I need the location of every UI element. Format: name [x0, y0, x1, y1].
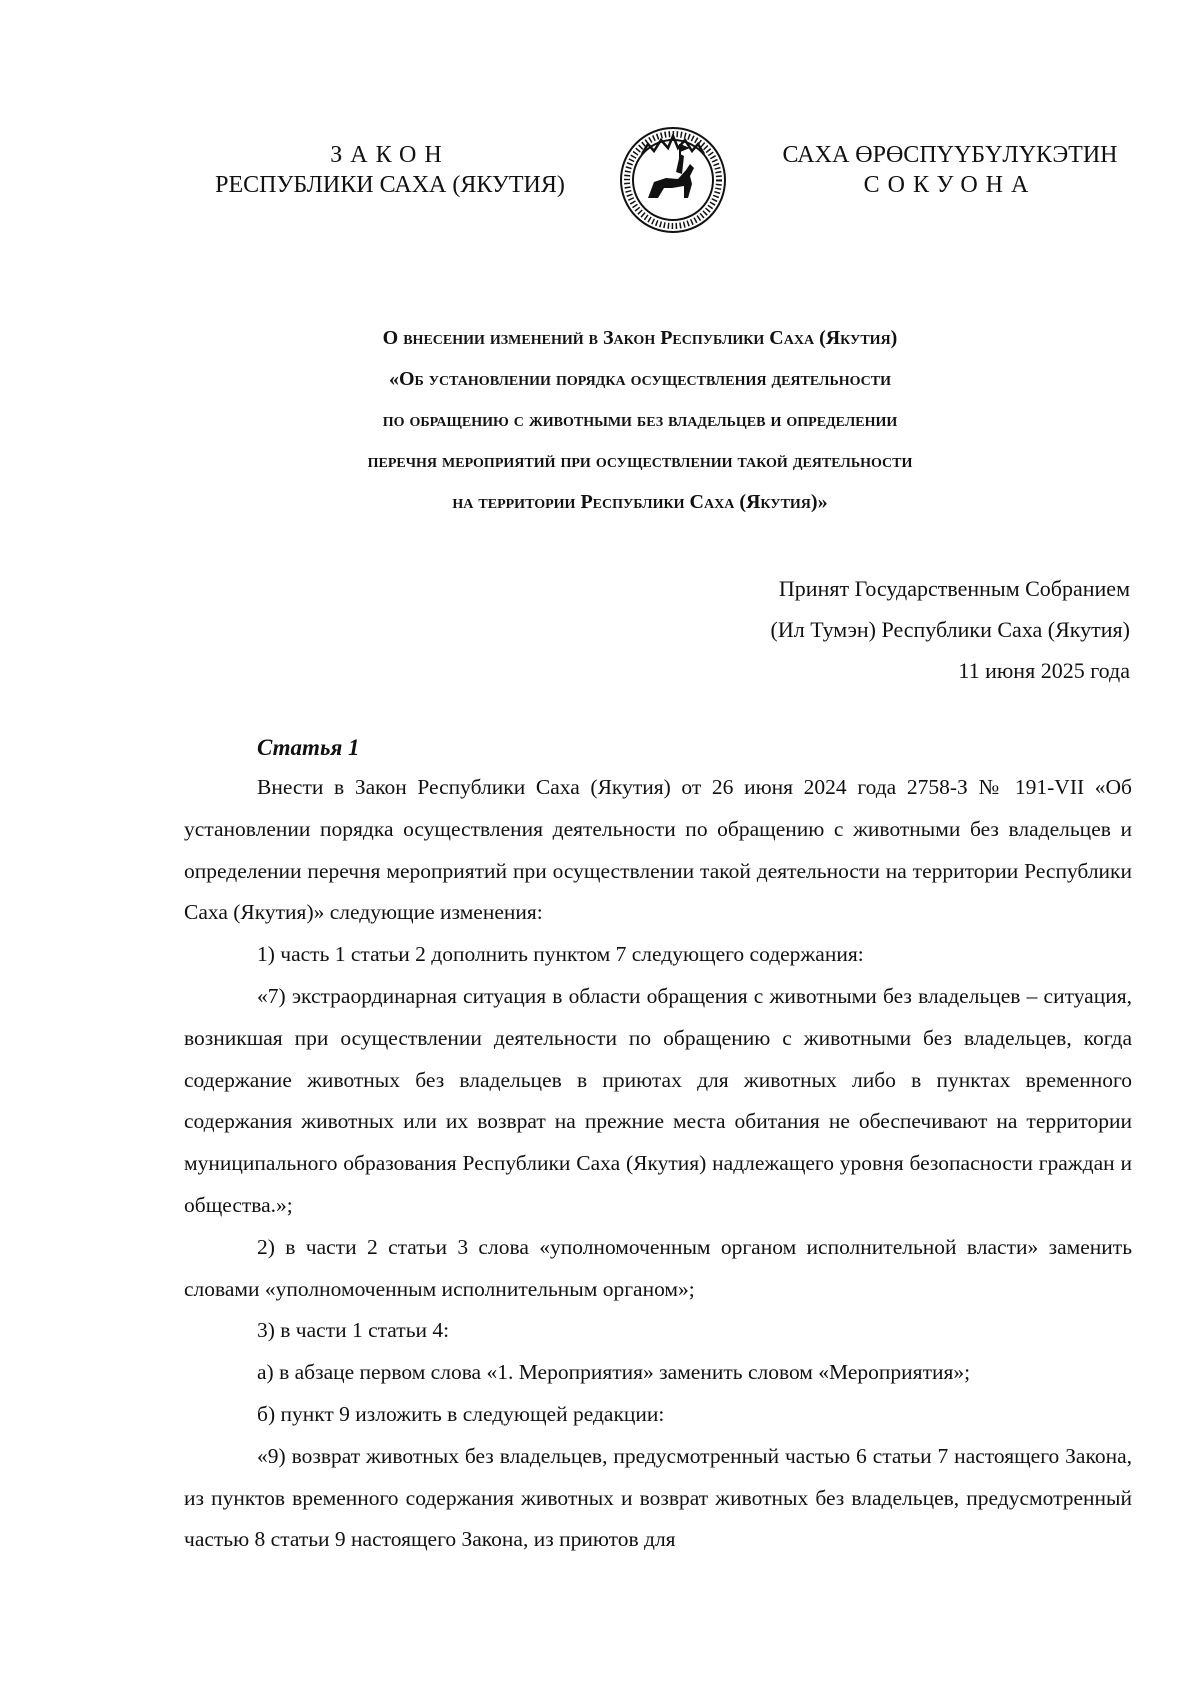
- article-paragraph: 3) в части 1 статьи 4:: [257, 1318, 450, 1343]
- article-body: [184, 767, 1132, 1561]
- header-left: [200, 140, 580, 200]
- title-line: по обращению с животными без владельцев и определении: [382, 409, 898, 431]
- coat-of-arms-emblem-icon: [618, 124, 728, 236]
- title-line: на территории Республики Саха (Якутия)»: [452, 491, 828, 513]
- adoption-line: Принят Государственным Собранием: [778, 576, 1130, 601]
- law-title: [170, 318, 1110, 523]
- header-left-subtitle: РЕСПУБЛИКИ САХА (ЯКУТИЯ): [215, 172, 565, 198]
- article-paragraph: а) в абзаце первом слова «1. Мероприятия» заменить словом «Мероприятия»;: [257, 1360, 971, 1385]
- article-paragraph: «7) экстраординарная ситуация в области обращения с животными без владельцев – ситуация, возникшая при осуществлении деятельности по обращению с животными без владельцев, когда содержание животных без владельцев в приютах для животных либо в пунктах временного содержания животных или их возврат на прежние места обитания не обеспечивают на территории муниципального образования Республики Саха (Якутия) надлежащего уровня безопасности граждан и общества.»;: [184, 983, 1132, 1217]
- article-paragraph: «9) возврат животных без владельцев, предусмотренный частью 6 статьи 7 настоящего Закона, из пунктов временного содержания животных и возврат животных без владельцев, предусмотренный частью 8 статьи 9 настоящего Закона, из приютов для: [184, 1443, 1132, 1552]
- header-left-title: ЗАКОН: [330, 142, 450, 168]
- adoption-line: (Ил Тумэн) Республики Саха (Якутия): [770, 617, 1130, 642]
- article-paragraph: б) пункт 9 изложить в следующей редакции:: [257, 1401, 665, 1426]
- header-right: [760, 140, 1140, 200]
- article-paragraph: 2) в части 2 статьи 3 слова «уполномоченным органом исполнительной власти» заменить словами «уполномоченным исполнительным органом»;: [184, 1234, 1132, 1301]
- article-paragraph: 1) часть 1 статьи 2 дополнить пунктом 7 следующего содержания:: [257, 942, 864, 967]
- header-right-subtitle: СОКУОНА: [863, 172, 1037, 198]
- title-line: перечня мероприятий при осуществлении такой деятельности: [367, 450, 913, 472]
- title-line: О внесении изменений в Закон Республики Саха (Якутия): [382, 327, 898, 349]
- header-right-title: САХА ӨРӨСПҮҮБҮЛҮКЭТИН: [782, 142, 1118, 168]
- article-paragraph: Внести в Закон Республики Саха (Якутия) от 26 июня 2024 года 2758-З № 191-VII «Об установлении порядка осуществления деятельности по обращению с животными без владельцев и определении перечня мероприятий при осуществлении такой деятельности на территории Республики Саха (Якутия)» следующие изменения:: [184, 775, 1132, 925]
- adoption-date: 11 июня 2025 года: [958, 658, 1130, 683]
- adoption-note: [771, 568, 1130, 691]
- title-line: «Об установлении порядка осуществления деятельности: [388, 368, 892, 390]
- article-heading: Статья 1: [257, 735, 360, 760]
